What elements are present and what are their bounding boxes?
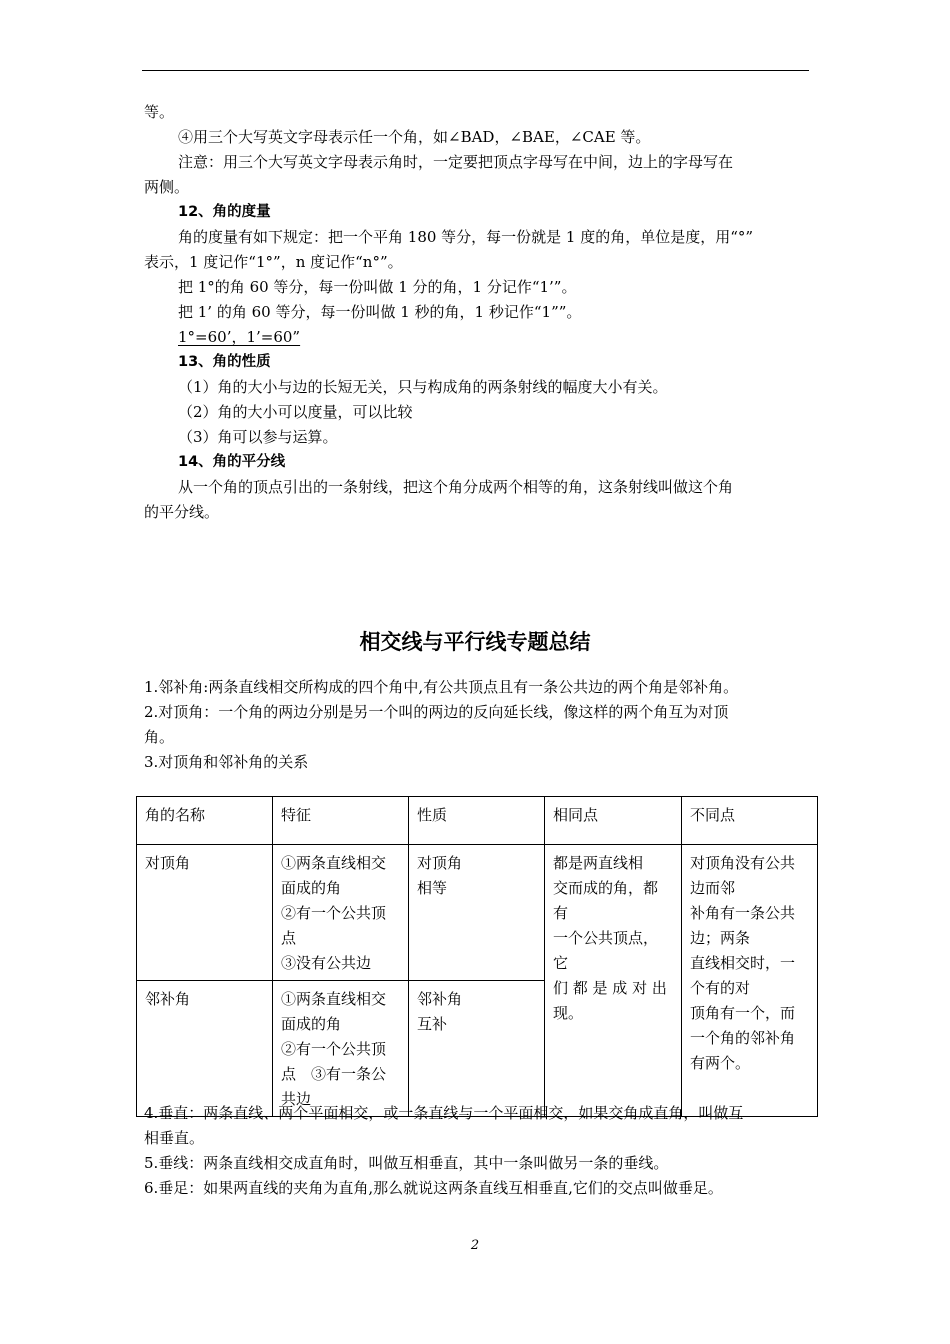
header-rule xyxy=(142,70,809,71)
common-cell: 都是两直线相 交而成的角，都 有 一个公共顶点， 它 们 都 是 成 对 出 现。 xyxy=(545,845,682,1117)
list-item: 5.垂线：两条直线相交成直角时，叫做互相垂直，其中一条叫做另一条的垂线。 xyxy=(144,1154,669,1172)
row-name-cell: 对顶角 xyxy=(137,845,273,981)
list-item: 6.垂足：如果两直线的夹角为直角,那么就说这两条直线互相垂直,它们的交点叫做垂足。 xyxy=(144,1179,723,1197)
list-item: 角。 xyxy=(144,728,175,746)
list-item: 1.邻补角:两条直线相交所构成的四个角中,有公共顶点且有一条公共边的两个角是邻补角。 xyxy=(144,678,739,696)
section-title: 相交线与平行线专题总结 xyxy=(359,630,591,654)
header-cell: 相同点 xyxy=(545,797,682,845)
difference-cell: 对顶角没有公共 边而邻 补角有一条公共 边；两条 直线相交时，一 个有的对 顶角有一个，而 一个角的邻补角 有两个。 xyxy=(682,845,818,1117)
text-line: 注意：用三个大写英文字母表示角时，一定要把顶点字母写在中间，边上的字母写在 xyxy=(178,153,734,171)
header-cell: 特征 xyxy=(273,797,409,845)
list-item: 相垂直。 xyxy=(144,1129,205,1147)
angle-comparison-table xyxy=(136,796,818,1117)
property-cell: 对顶角 相等 xyxy=(409,845,545,981)
text-line: （1）角的大小与边的长短无关，只与构成角的两条射线的幅度大小有关。 xyxy=(178,378,668,396)
list-item: 3.对顶角和邻补角的关系 xyxy=(144,753,309,771)
header-cell: 不同点 xyxy=(682,797,818,845)
feature-cell: ①两条直线相交 面成的角 ②有一个公共顶 点 ③有一条公 共边 xyxy=(273,981,409,1117)
row-name-cell: 邻补角 xyxy=(137,981,273,1117)
page-number: 2 xyxy=(470,1238,480,1253)
feature-cell: ①两条直线相交 面成的角 ②有一个公共顶 点 ③没有公共边 xyxy=(273,845,409,981)
text-line: ④用三个大写英文字母表示任一个角，如∠BAD，∠BAE，∠CAE 等。 xyxy=(178,128,651,146)
text-line: 从一个角的顶点引出的一条射线，把这个角分成两个相等的角，这条射线叫做这个角 xyxy=(178,478,734,496)
list-item: 4.垂直：两条直线、两个平面相交，或一条直线与一个平面相交，如果交角成直角，叫做互 xyxy=(144,1104,744,1122)
text-line: （2）角的大小可以度量，可以比较 xyxy=(178,403,413,421)
heading-14: 14、角的平分线 xyxy=(178,454,286,470)
text-line: 把 1’ 的角 60 等分，每一份叫做 1 秒的角，1 秒记作“1””。 xyxy=(178,303,582,321)
property-cell: 邻补角 互补 xyxy=(409,981,545,1117)
heading-12: 12、角的度量 xyxy=(178,204,271,220)
header-cell: 性质 xyxy=(409,797,545,845)
text-line: （3）角可以参与运算。 xyxy=(178,428,338,446)
text-line: 1°=60’，1’=60” xyxy=(178,328,301,346)
header-cell: 角的名称 xyxy=(137,797,273,845)
text-line: 等。 xyxy=(144,103,175,121)
list-item: 2.对顶角：一个角的两边分别是另一个叫的两边的反向延长线，像这样的两个角互为对顶 xyxy=(144,703,729,721)
text-line: 角的度量有如下规定：把一个平角 180 等分，每一份就是 1 度的角，单位是度，用“°” xyxy=(178,228,754,246)
text-line: 把 1°的角 60 等分，每一份叫做 1 分的角，1 分记作“1’”。 xyxy=(178,278,577,296)
text-line: 表示，1 度记作“1°”，n 度记作“n°”。 xyxy=(144,253,403,271)
text-line: 的平分线。 xyxy=(144,503,220,521)
table-header-row xyxy=(137,797,818,845)
table-row xyxy=(137,845,818,981)
text-line: 两侧。 xyxy=(144,178,190,196)
heading-13: 13、角的性质 xyxy=(178,354,271,370)
